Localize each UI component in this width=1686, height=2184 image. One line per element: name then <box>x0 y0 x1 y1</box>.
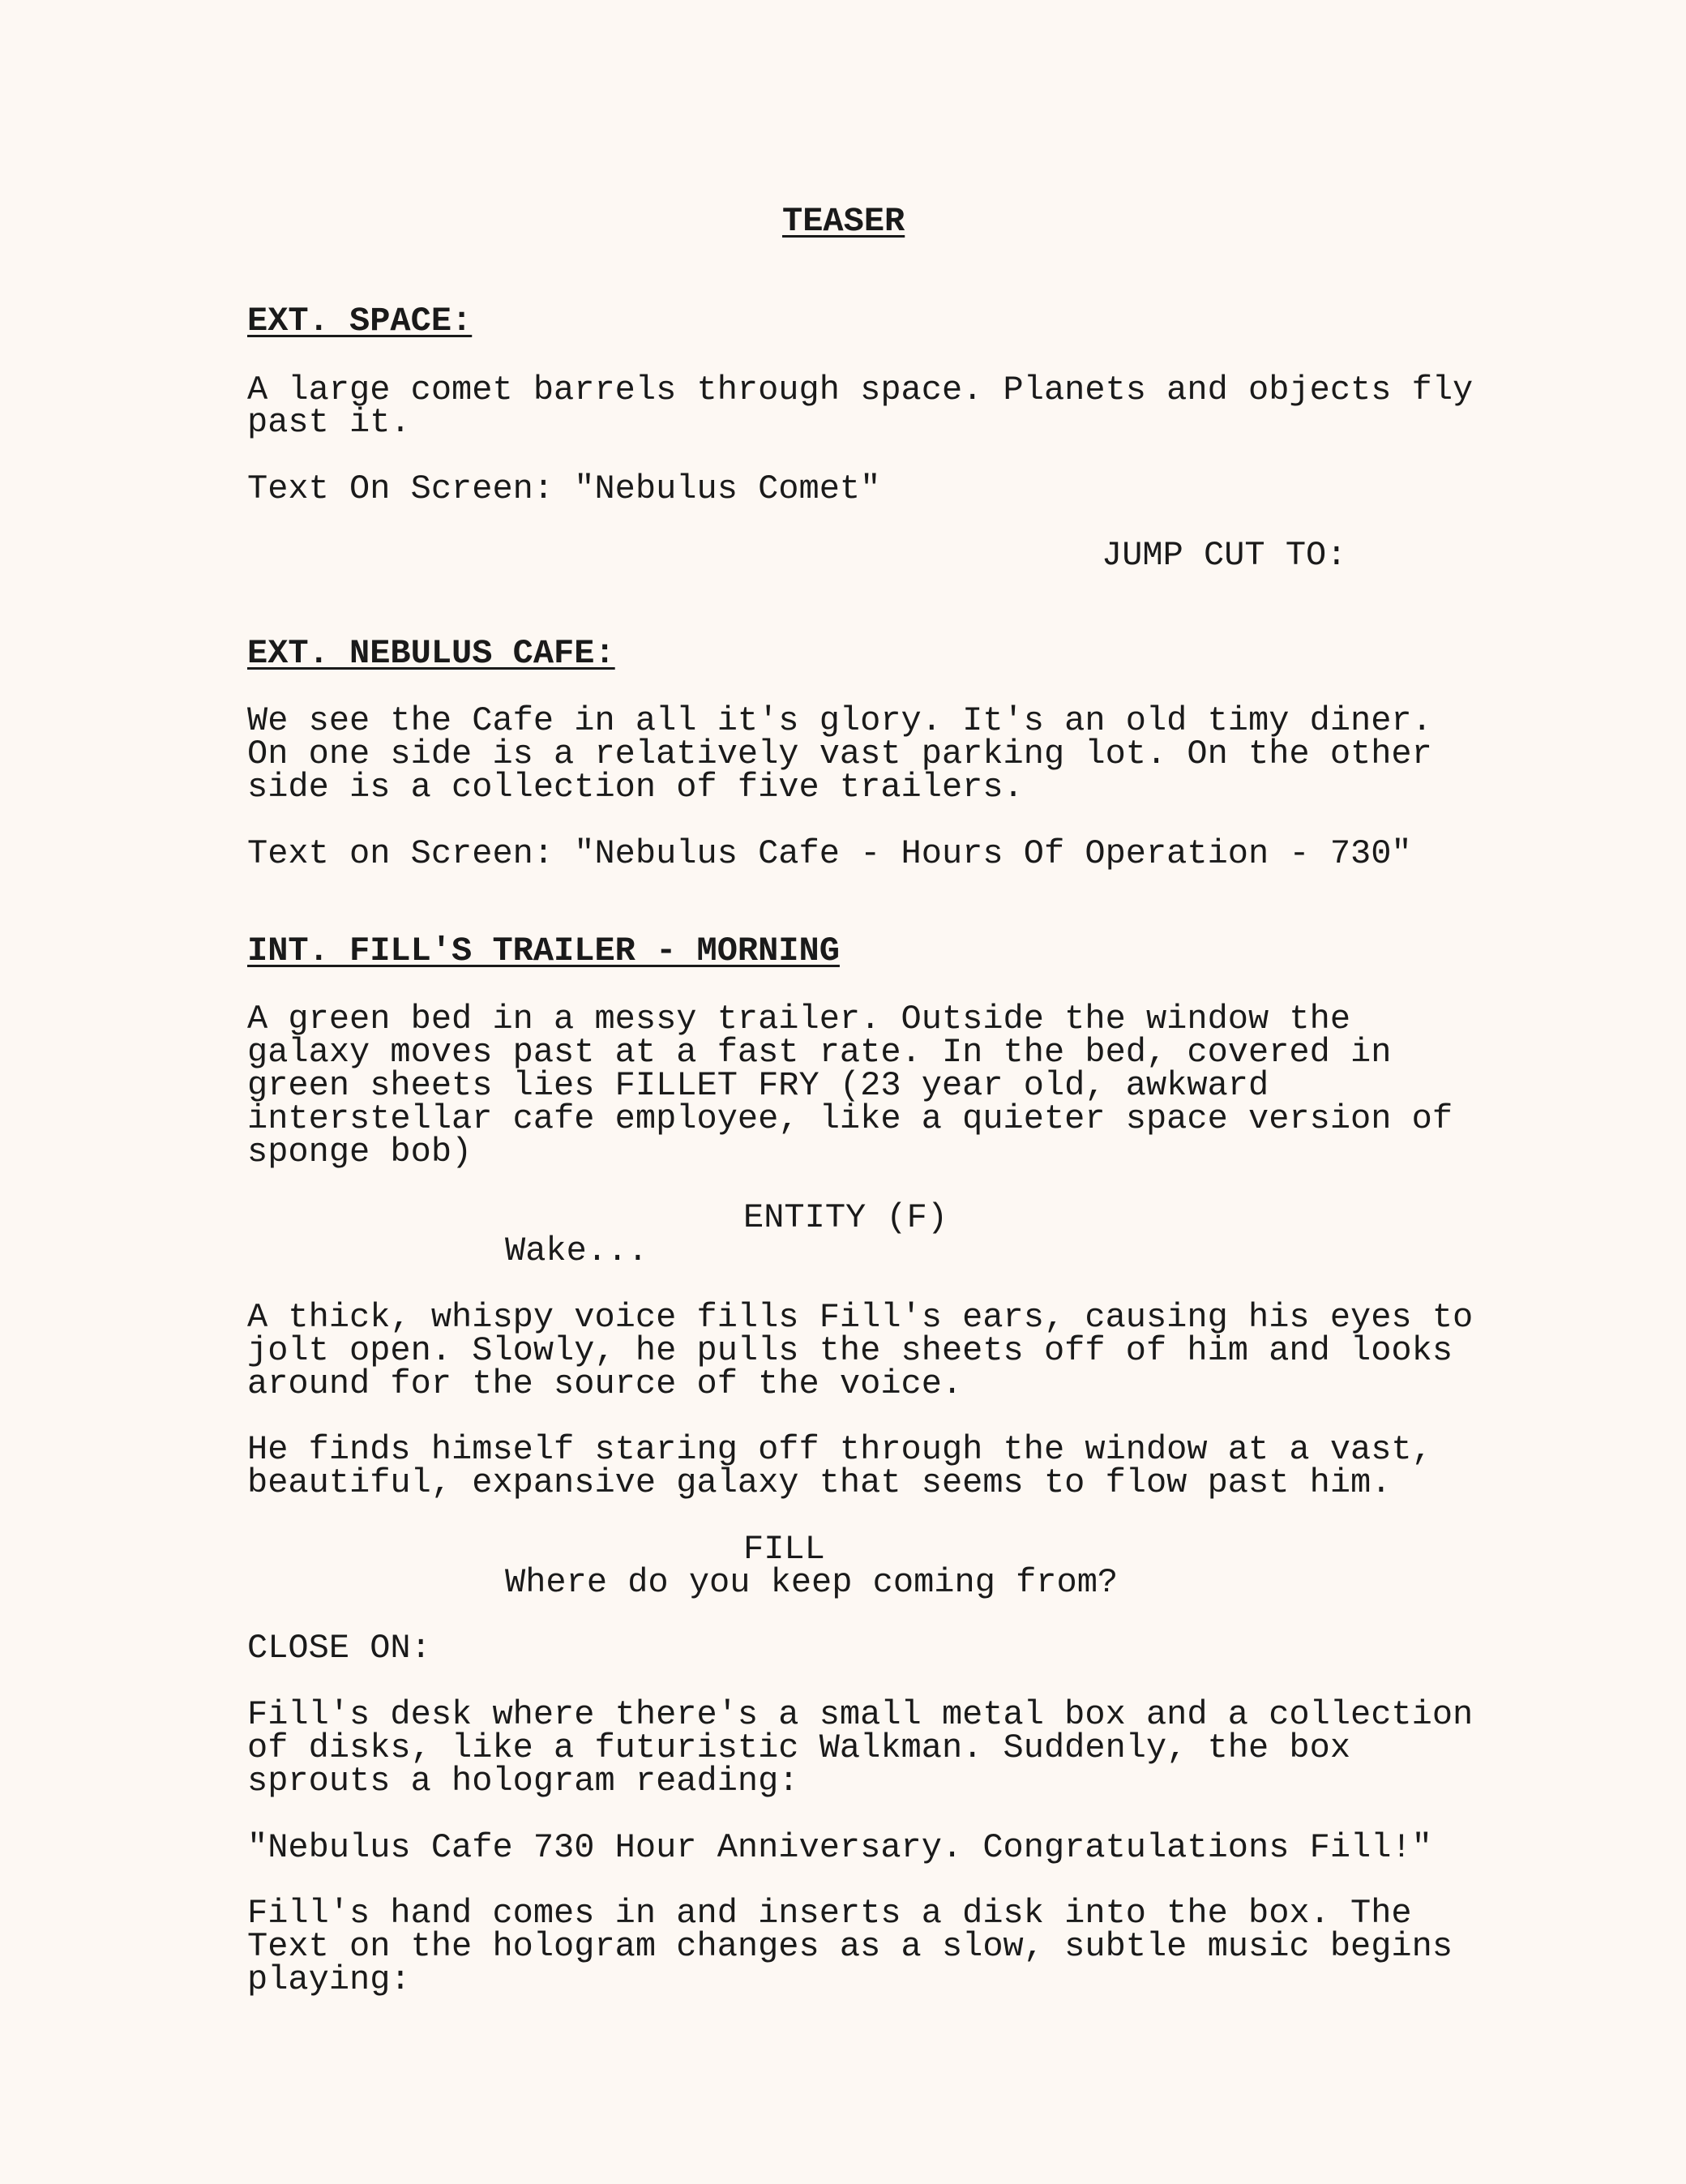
action-line: interstellar cafe employee, like a quieter space version of <box>247 1099 1453 1138</box>
action-line: side is a collection of five trailers. <box>247 768 1024 807</box>
action-line: past it. <box>247 403 411 442</box>
action-line: beautiful, expansive galaxy that seems to flow past him. <box>247 1463 1392 1502</box>
action-line: A large comet barrels through space. Planets and objects fly <box>247 370 1474 409</box>
action-line: sprouts a hologram reading: <box>247 1762 799 1801</box>
action-line: Fill's hand comes in and inserts a disk into the box. The <box>247 1894 1412 1933</box>
action-line: green sheets lies FILLET FRY (23 year old, awkward <box>247 1066 1269 1105</box>
action-line: jolt open. Slowly, he pulls the sheets off of him and looks <box>247 1331 1453 1370</box>
action-line: On one side is a relatively vast parking lot. On the other <box>247 734 1432 773</box>
action-line: We see the Cafe in all it's glory. It's an old timy diner. <box>247 701 1432 740</box>
action-line: Text on Screen: "Nebulus Cafe - Hours Of Operation - 730" <box>247 834 1412 873</box>
action-line: of disks, like a futuristic Walkman. Suddenly, the box <box>247 1728 1351 1767</box>
action-line: "Nebulus Cafe 730 Hour Anniversary. Congratulations Fill!" <box>247 1828 1432 1867</box>
character-name: FILL <box>743 1530 825 1569</box>
action-line: sponge bob) <box>247 1133 473 1171</box>
action-line: A green bed in a messy trailer. Outside the window the <box>247 1000 1351 1038</box>
action-line: A thick, whispy voice fills Fill's ears, causing his eyes to <box>247 1298 1474 1337</box>
character-name: ENTITY (F) <box>743 1198 948 1237</box>
scene-heading: EXT. NEBULUS CAFE: <box>247 634 615 673</box>
dialogue-line: Wake... <box>505 1231 648 1270</box>
action-line: Fill's desk where there's a small metal box and a collection <box>247 1695 1474 1734</box>
action-line: Text on the hologram changes as a slow, subtle music begins <box>247 1927 1453 1966</box>
scene-heading: INT. FILL'S TRAILER - MORNING <box>247 931 840 970</box>
scene-heading: EXT. SPACE: <box>247 302 473 340</box>
dialogue-line: Where do you keep coming from? <box>505 1563 1119 1602</box>
shot-direction: CLOSE ON: <box>247 1629 431 1668</box>
action-line: playing: <box>247 1960 411 1999</box>
transition: JUMP CUT TO: <box>1102 536 1347 575</box>
action-line: He finds himself staring off through the window at a vast, <box>247 1430 1432 1469</box>
page-title: TEASER <box>782 202 905 241</box>
action-line: Text On Screen: "Nebulus Comet" <box>247 469 881 508</box>
action-line: galaxy moves past at a fast rate. In the bed, covered in <box>247 1033 1392 1072</box>
action-line: around for the source of the voice. <box>247 1364 963 1403</box>
